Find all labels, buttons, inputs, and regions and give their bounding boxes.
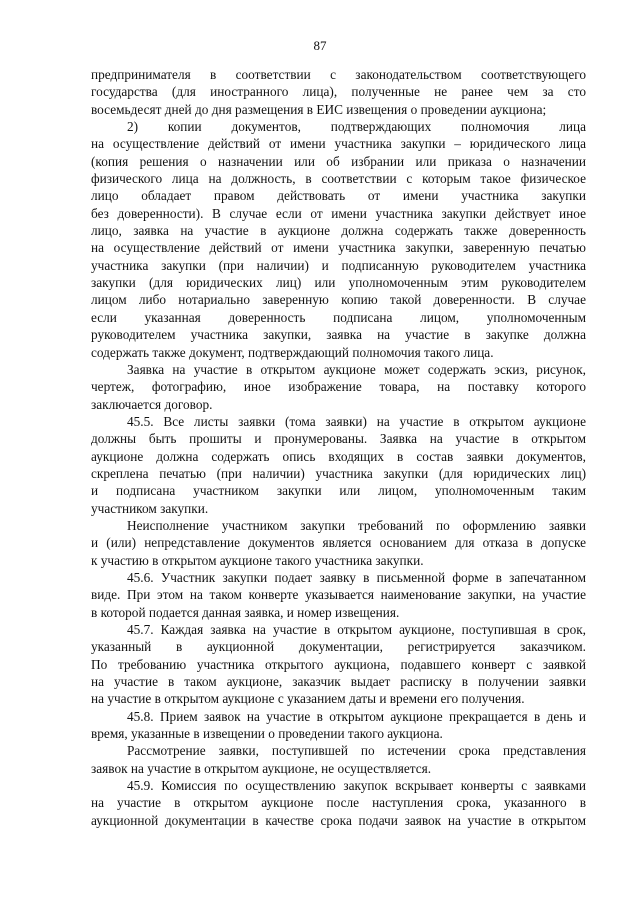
text-line: скреплена печатью (при наличии) участника закупки (для юридических лиц) xyxy=(91,465,586,481)
text-line: 45.5. Все листы заявки (тома заявки) на участие в открытом аукционе xyxy=(127,413,586,429)
text-line: 45.8. Прием заявок на участие в открытом аукционе прекращается в день и xyxy=(127,708,586,724)
text-line: в которой подается данная заявка, и номер извещения. xyxy=(91,604,400,620)
text-line: (копия решения о назначении или об избрании или приказа о назначении xyxy=(91,153,586,169)
text-line: физического лица на должность, в соответствии с которым такое физическое xyxy=(91,171,586,187)
text-line: восемьдесят дней до дня размещения в ЕИС извещения о проведении аукциона; xyxy=(91,101,547,117)
text-line: аукционной документации в качестве срока подачи заявок на участие в открытом xyxy=(91,812,586,828)
text-line: участником закупки. xyxy=(91,500,209,516)
text-line: без доверенности). В случае если от имени участника закупки действует иное xyxy=(91,205,586,221)
text-line: указанный в аукционной документации, регистрируется заказчиком. xyxy=(91,639,586,655)
text-line: 45.6. Участник закупки подает заявку в письменной форме в запечатанном xyxy=(127,569,586,585)
text-line: на участие в открытом аукционе с указанием даты и времени его получения. xyxy=(91,691,525,707)
text-line: закупки (для юридических лиц) или уполномоченным этим руководителем xyxy=(91,275,586,291)
text-line: виде. При этом на таком конверте указывается наименование закупки, на участие xyxy=(91,587,586,603)
text-line: на участие в таком аукционе, заказчик выдает расписку в получении заявки xyxy=(91,674,586,690)
document-body xyxy=(91,66,586,829)
text-line: руководителем участника закупки, заявка на участие в закупке должна xyxy=(91,327,586,343)
text-line: на участие в открытом аукционе после наступления срока, указанного в xyxy=(91,795,586,811)
text-line: к участию в открытом аукционе такого участника закупки. xyxy=(91,552,424,568)
text-line: на осуществление действий от имени участника закупки, заверенную печатью xyxy=(91,240,586,256)
text-line: 45.7. Каждая заявка на участие в открытом аукционе, поступившая в срок, xyxy=(127,622,586,637)
text-line: участника закупки (при наличии) и подписанную руководителем участника xyxy=(91,257,586,273)
text-line: По требованию участника открытого аукциона, подавшего конверт с заявкой xyxy=(91,656,586,672)
text-line: если указанная доверенность подписана лицом, уполномоченным xyxy=(91,309,586,325)
text-line: предпринимателя в соответствии с законодательством соответствующего xyxy=(91,67,586,82)
page-number: 87 xyxy=(313,38,327,53)
text-line: на осуществление действий от имени участника закупки – юридического лица xyxy=(91,136,586,152)
text-line: и (или) непредставление документов является основанием для отказа в допуске xyxy=(91,535,586,551)
text-line: время, указанные в извещении о проведении такого аукциона. xyxy=(91,726,443,742)
text-line: заявок на участие в открытом аукционе, не осуществляется. xyxy=(91,760,432,776)
text-line: содержать также документ, подтверждающий полномочия такого лица. xyxy=(91,344,494,360)
text-line: 2) копии документов, подтверждающих полномочия лица xyxy=(127,119,586,135)
text-line: и подписана участником закупки или лицом, уполномоченным таким xyxy=(91,483,586,499)
text-line: лицо, заявка на участие в аукционе должна содержать также доверенность xyxy=(91,223,586,239)
text-line: 45.9. Комиссия по осуществлению закупок вскрывает конверты с заявками xyxy=(127,778,586,794)
text-line: Рассмотрение заявки, поступившей по истечении срока представления xyxy=(127,743,586,759)
text-line: лицом либо нотариально заверенную копию такой доверенности. В случае xyxy=(91,292,586,308)
text-line: Неисполнение участником закупки требований по оформлению заявки xyxy=(127,517,586,533)
text-line: государства (для иностранного лица), полученные не ранее чем за сто xyxy=(91,84,586,100)
text-line: должны быть прошиты и пронумерованы. Заявка на участие в открытом xyxy=(91,431,586,447)
text-line: заключается договор. xyxy=(91,396,213,412)
text-line: чертеж, фотографию, иное изображение товара, на поставку которого xyxy=(91,379,586,395)
text-line: лицо обладает правом действовать от имени участника закупки xyxy=(91,188,586,204)
text-line: аукционе должна содержать опись входящих в состав заявки документов, xyxy=(91,448,586,464)
text-line: Заявка на участие в открытом аукционе может содержать эскиз, рисунок, xyxy=(127,361,586,377)
